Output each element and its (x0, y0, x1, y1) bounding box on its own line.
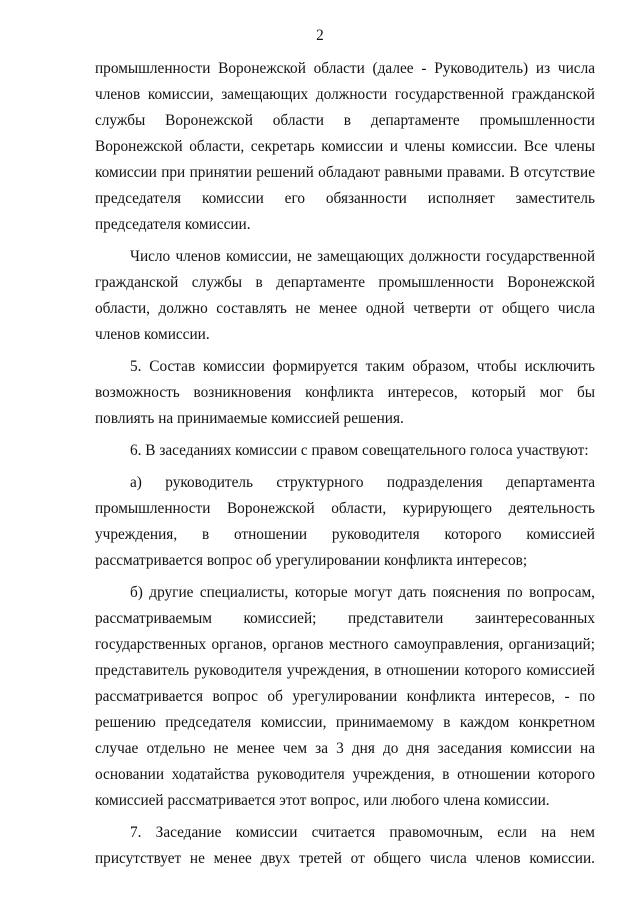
paragraph-item-6: 6. В заседаниях комиссии с правом совещательного голоса участвуют: (130, 442, 589, 459)
page-number: 2 (316, 27, 324, 44)
paragraph-item-6a: а) руководитель структурного подразделения департамента промышленности Воронежской области, курирующего деятельность учреждения, в отношении руководителя которого комиссией рассматривается вопрос об урегулировании конфликта интересов; (95, 474, 595, 569)
paragraph-item-7: 7. Заседание комиссии считается правомочным, если на нем присутствует не менее двух третей от общего числа членов комиссии. (95, 824, 595, 867)
paragraph-item-6b: б) другие специалисты, которые могут дать пояснения по вопросам, рассматриваемым комиссией; представители заинтересованных государственных органов, органов местного самоуправления, организаций; представитель руководителя учреждения, в отношении которого комиссией рассматривается вопрос об урегулировании конфликта интересов, - по решению председателя комиссии, принимаемому в каждом конкретном случае отдельно не менее чем за 3 дня до дня заседания комиссии на основании ходатайства руководителя учреждения, в отношении которого комиссией рассматривается этот вопрос, или любого члена комиссии. (95, 584, 595, 809)
paragraph-item-5: 5. Состав комиссии формируется таким образом, чтобы исключить возможность возникновения конфликта интересов, который мог бы повлиять на принимаемые комиссией решения. (95, 358, 595, 427)
paragraph-non-civil-members: Число членов комиссии, не замещающих должности государственной гражданской службы в департаменте промышленности Воронежской области, должно составлять не менее одной четверти от общего числа членов комиссии. (95, 248, 595, 343)
paragraph-commission-composition: промышленности Воронежской области (далее - Руководитель) из числа членов комиссии, замещающих должности государственной гражданской службы Воронежской области в департаменте промышленности Воронежской области, секретарь комиссии и члены комиссии. Все члены комиссии при принятии решений обладают равными правами. В отсутствие председателя комиссии его обязанности исполняет заместитель председателя комиссии. (95, 60, 595, 233)
document-body (95, 56, 595, 872)
